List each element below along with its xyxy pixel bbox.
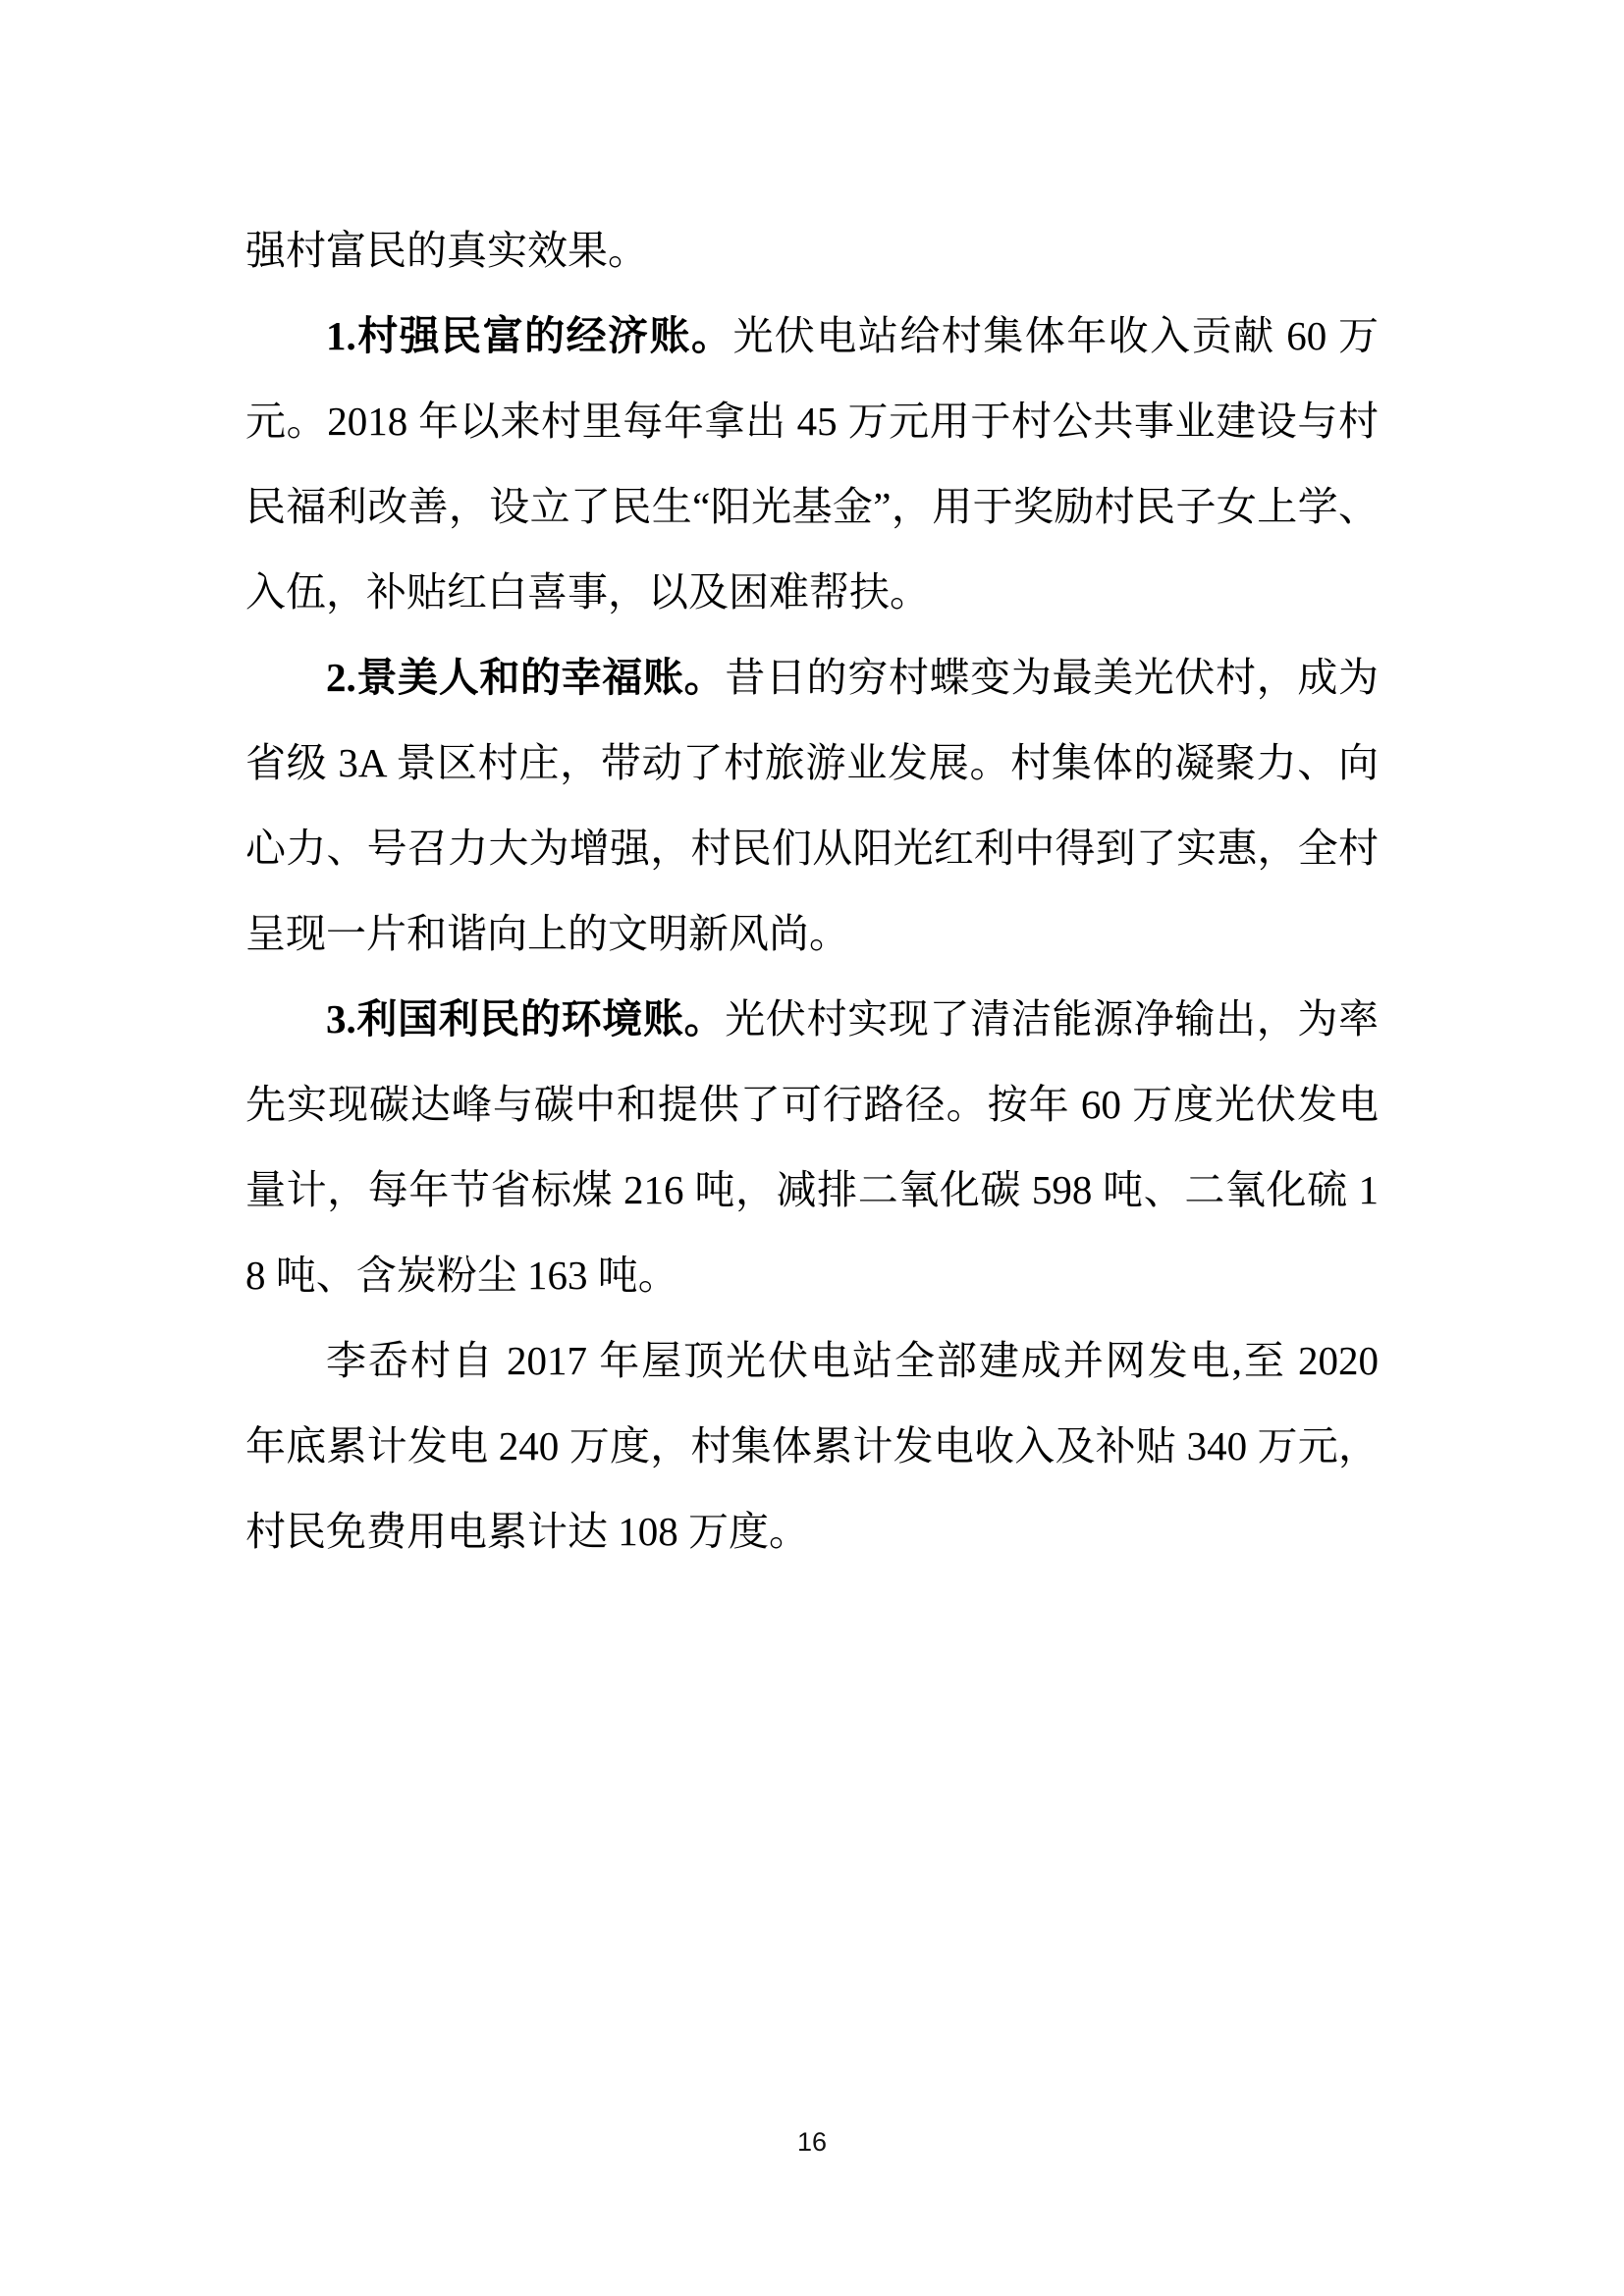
page-number: 16 bbox=[796, 2127, 828, 2157]
paragraph bbox=[245, 635, 1379, 977]
paragraph bbox=[245, 208, 1379, 294]
document-body bbox=[245, 208, 1379, 1575]
paragraph bbox=[245, 1318, 1379, 1575]
paragraph-heading: 2.景美人和的幸福账。 bbox=[326, 655, 726, 700]
paragraph-text: 光伏村实现了清洁能源净输出，为率先实现碳达峰与碳中和提供了可行路径。按年 60 万度光伏发电量计，每年节省标煤 216 吨，减排二氧化碳 598 吨、二氧化硫 18 吨、含炭粉尘 163 吨。 bbox=[245, 996, 1379, 1298]
paragraph-text: 强村富民的真实效果。 bbox=[245, 228, 648, 273]
paragraph-text: 光伏电站给村集体年收入贡献 60 万元。2018 年以来村里每年拿出 45 万元用于村公共事业建设与村民福利改善，设立了民生“阳光基金”，用于奖励村民子女上学、入伍，补贴红白喜事，以及困难帮扶。 bbox=[245, 313, 1380, 614]
paragraph-heading: 1.村强民富的经济账。 bbox=[326, 313, 733, 358]
paragraph-text: 昔日的穷村蝶变为最美光伏村，成为省级 3A 景区村庄，带动了村旅游业发展。村集体的凝聚力、向心力、号召力大为增强，村民们从阳光红利中得到了实惠，全村呈现一片和谐向上的文明新风尚。 bbox=[245, 655, 1379, 956]
paragraph bbox=[245, 977, 1379, 1318]
paragraph bbox=[245, 294, 1379, 635]
paragraph-text: 李岙村自 2017 年屋顶光伏电站全部建成并网发电,至 2020 年底累计发电 240 万度，村集体累计发电收入及补贴 340 万元，村民免费用电累计达 108 万度。 bbox=[245, 1338, 1379, 1554]
paragraph-heading: 3.利国利民的环境账。 bbox=[326, 996, 726, 1041]
